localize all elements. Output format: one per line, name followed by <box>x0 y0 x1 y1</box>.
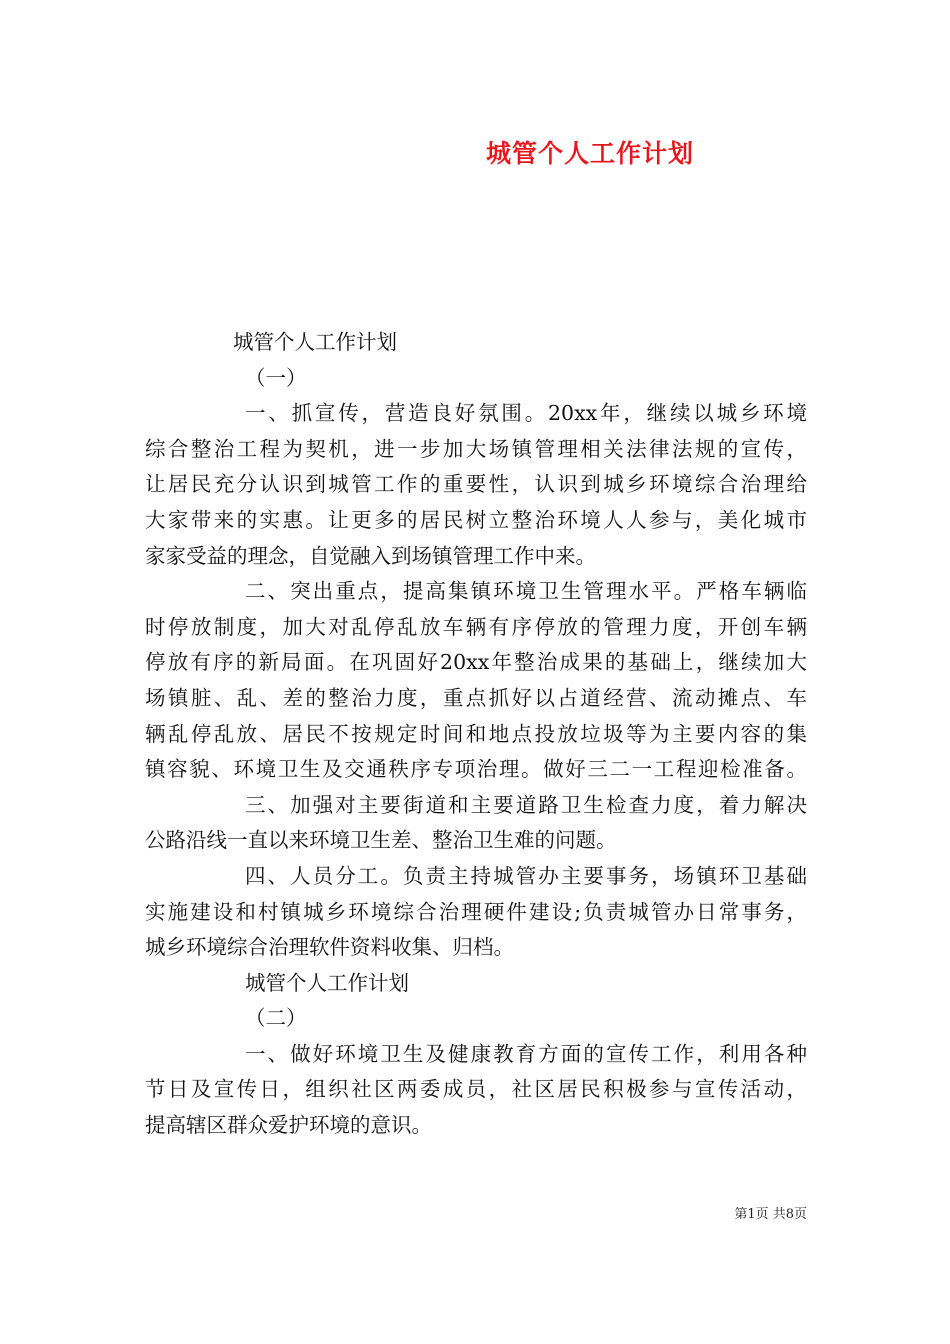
body-line: 家家受益的理念，自觉融入到场镇管理工作中来。 <box>145 543 596 568</box>
body-line: 城管个人工作计划 <box>233 330 397 354</box>
body-line: 让居民充分认识到城管工作的重要性，认识到城乡环境综合治理给 <box>145 472 807 497</box>
body-line: 综合整治工程为契机，进一步加大场镇管理相关法律法规的宣传， <box>145 436 807 461</box>
body-line: 时停放制度，加大对乱停乱放车辆有序停放的管理力度，开创车辆 <box>145 614 807 639</box>
document-title: 城管个人工作计划 <box>485 139 694 168</box>
body-line: （一） <box>245 365 307 390</box>
body-line: 三、加强对主要街道和主要道路卫生检查力度，着力解决 <box>245 792 807 817</box>
body-line: 停放有序的新局面。在巩固好20xx年整治成果的基础上，继续加大 <box>145 650 807 675</box>
body-line: 城管个人工作计划 <box>245 970 409 995</box>
body-line: 镇容貌、环境卫生及交通秩序专项治理。做好三二一工程迎检准备。 <box>145 757 807 782</box>
body-line: 节日及宣传日，组织社区两委成员，社区居民积极参与宣传活动， <box>145 1077 807 1102</box>
body-line: 城乡环境综合治理软件资料收集、归档。 <box>145 935 514 960</box>
body-line: 公路沿线一直以来环境卫生差、整治卫生难的问题。 <box>145 828 617 853</box>
document-body <box>145 325 807 1144</box>
body-line: 一、做好环境卫生及健康教育方面的宣传工作，利用各种 <box>245 1041 807 1066</box>
body-line: 大家带来的实惠。让更多的居民树立整治环境人人参与，美化城市 <box>145 507 807 532</box>
body-line: 辆乱停乱放、居民不按规定时间和地点投放垃圾等为主要内容的集 <box>145 721 807 746</box>
body-line: 场镇脏、乱、差的整治力度，重点抓好以占道经营、流动摊点、车 <box>145 685 807 710</box>
body-line: 一、抓宣传，营造良好氛围。20xx年，继续以城乡环境 <box>245 401 807 426</box>
page-number-label: 第1页 共8页 <box>734 1207 807 1222</box>
body-line: 二、突出重点，提高集镇环境卫生管理水平。严格车辆临 <box>245 579 807 604</box>
body-line: 四、人员分工。负责主持城管办主要事务，场镇环卫基础 <box>245 863 807 888</box>
body-line: 实施建设和村镇城乡环境综合治理硬件建设;负责城管办日常事务， <box>145 899 807 924</box>
body-line: 提高辖区群众爱护环境的意识。 <box>145 1113 432 1138</box>
body-line: （二） <box>245 1006 307 1031</box>
